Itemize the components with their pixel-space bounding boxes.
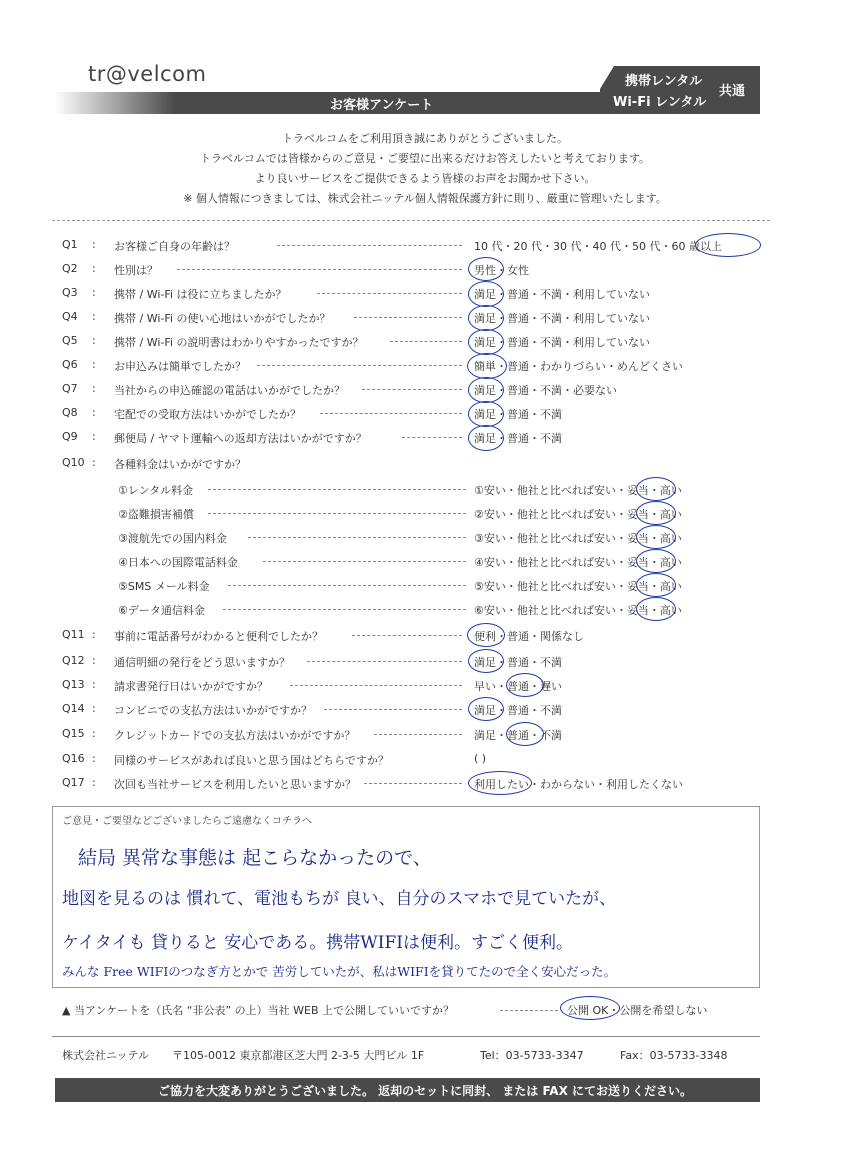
publish-options[interactable]: 公開 OK・公開を希望しない (567, 1004, 708, 1017)
question-number: Q10 (62, 456, 85, 469)
header-band-fade (55, 92, 175, 114)
selected-mark (636, 525, 676, 549)
question-row: Q3 : 携帯 / Wi-Fi は役に立ちましたか？ 満足・普通・不満・利用していない (62, 286, 772, 306)
intro-line: ※ 個人情報につきましては、株式会社ニッテル個人情報保護方針に則り、厳重に管理いたします。 (183, 192, 667, 205)
company-address: 〒105-0012 東京都港区芝大門 2-3-5 大門ビル 1F (172, 1049, 425, 1062)
question-text: 携帯 / Wi-Fi は役に立ちましたか？ (114, 288, 287, 301)
question-number: Q7 (62, 382, 78, 395)
question-text: 携帯 / Wi-Fi の使い心地はいかがでしたか？ (114, 312, 331, 325)
question-row: Q12 : 通信明細の発行をどう思いますか？ 満足・普通・不満 (62, 654, 772, 674)
fee-row (118, 506, 718, 526)
question-number: Q16 (62, 752, 85, 765)
selected-mark (468, 649, 504, 673)
question-row: Q10 : 各種料金はいかがですか？ (62, 456, 246, 471)
comment-label: ご意見・ご要望などございましたらご遠慮なくコチラへ (62, 816, 312, 827)
selected-mark (468, 377, 504, 403)
divider (52, 220, 770, 221)
selected-mark (467, 623, 505, 647)
question-row: Q9 : 郵便局 / ヤマト運輸への返却方法はいかがですか？ 満足・普通・不満 (62, 430, 772, 450)
answer-options[interactable]: 満足・普通・不満 (474, 656, 562, 669)
question-row: Q14 : コンビニでの支払方法はいかがですか？ 満足・普通・不満 (62, 702, 772, 722)
question-text: 郵便局 / ヤマト運輸への返却方法はいかがですか？ (114, 432, 367, 445)
question-text: コンビニでの支払方法はいかがですか？ (114, 704, 312, 717)
question-number: Q5 (62, 334, 78, 347)
question-text: クレジットカードでの支払方法はいかがですか？ (114, 729, 356, 742)
question-row: Q13 : 請求書発行日はいかがですか？ 早い・普通・遅い (62, 678, 772, 698)
handwritten-line: 地図を見るのは 慣れて、電池もちが 良い、自分のスマホで見ていたが、 (62, 889, 617, 909)
question-number: Q17 (62, 776, 85, 789)
fee-label: ⑤SMS メール料金 (118, 580, 210, 593)
answer-options[interactable]: 満足・普通・不満・利用していない (474, 288, 650, 301)
answer-options[interactable]: 満足・普通・不満・利用していない (474, 336, 650, 349)
question-row: Q4 : 携帯 / Wi-Fi の使い心地はいかがでしたか？ 満足・普通・不満・利用していない (62, 310, 772, 330)
question-text: 同様のサービスがあれば良いと思う国はどちらですか？ (114, 754, 389, 767)
question-text: 請求書発行日はいかがですか？ (114, 680, 268, 693)
question-number: Q4 (62, 310, 78, 323)
answer-options[interactable]: ①安い・他社と比べれば安い・妥当・高い (474, 484, 682, 497)
answer-options[interactable]: 満足・普通・不満 (474, 408, 562, 421)
selected-mark (468, 425, 504, 451)
page-title: お客様アンケート (330, 98, 434, 113)
handwritten-line: ケイタイも 貸りると 安心である。携帯WIFIは便利。すごく便利。 (62, 933, 573, 953)
fee-label: ⑥データ通信料金 (118, 604, 205, 617)
question-number: Q12 (62, 654, 85, 667)
answer-options[interactable]: 男性・女性 (474, 264, 529, 277)
service-label-wifi: Wi-Fi レンタル (613, 95, 707, 110)
fee-row (118, 530, 718, 550)
question-row: Q16 : 同様のサービスがあれば良いと思う国はどちらですか？ ( ) (62, 752, 487, 767)
question-number: Q11 (62, 628, 85, 641)
selected-mark (636, 573, 676, 597)
selected-mark (506, 673, 544, 697)
answer-options[interactable]: 満足・普通・不満 (474, 432, 562, 445)
selected-mark (468, 697, 504, 721)
answer-options[interactable]: ③安い・他社と比べれば安い・妥当・高い (474, 532, 682, 545)
question-row: Q11 : 事前に電話番号がわかると便利でしたか？ 便利・普通・関係なし (62, 628, 772, 648)
selected-mark (695, 233, 761, 257)
answer-options[interactable]: ④安い・他社と比べれば安い・妥当・高い (474, 556, 682, 569)
question-number: Q6 (62, 358, 78, 371)
question-row: Q15 : クレジットカードでの支払方法はいかがですか？ 満足・普通・不満 (62, 727, 772, 747)
answer-options[interactable]: 10 代・20 代・30 代・40 代・50 代・60 歳以上 (474, 240, 722, 253)
question-row: Q6 : お申込みは簡単でしたか？ 簡単・普通・わかりづらい・めんどくさい (62, 358, 772, 378)
handwritten-line: みんな Free WIFIのつなぎ方とかで 苦労していたが、私はWIFIを貸りてたので全く安心だった。 (62, 964, 617, 979)
selected-mark (468, 305, 504, 331)
fee-row (118, 482, 718, 502)
answer-options[interactable]: ⑤安い・他社と比べれば安い・妥当・高い (474, 580, 682, 593)
selected-mark (636, 477, 676, 501)
intro-line: トラベルコムをご利用頂き誠にありがとうございました。 (282, 132, 568, 145)
question-text: 次回も当社サービスを利用したいと思いますか？ (114, 778, 356, 791)
selected-mark (467, 353, 507, 379)
answer-options[interactable]: ⑥安い・他社と比べれば安い・妥当・高い (474, 604, 682, 617)
question-number: Q8 (62, 406, 78, 419)
question-row: Q7 : 当社からの申込確認の電話はいかがでしたか？ 満足・普通・不満・必要ない (62, 382, 772, 402)
answer-options[interactable]: 早い・普通・遅い (474, 680, 562, 693)
selected-mark (468, 281, 504, 307)
fee-row (118, 602, 718, 622)
service-label-common: 共通 (719, 84, 746, 99)
question-text: 各種料金はいかがですか？ (114, 458, 246, 471)
question-text: 性別は？ (114, 264, 158, 277)
selected-mark (468, 401, 504, 427)
logo: tr@velcom (88, 62, 207, 86)
question-text: 通信明細の発行をどう思いますか？ (114, 656, 290, 669)
answer-options[interactable]: 満足・普通・不満・利用していない (474, 312, 650, 325)
company-fax: Fax：03-5733-3348 (620, 1049, 728, 1062)
divider (52, 1036, 760, 1037)
question-number: Q13 (62, 678, 85, 691)
selected-mark (560, 996, 620, 1020)
handwritten-line: 結局 異常な事態は 起こらなかったので、 (78, 847, 432, 869)
answer-options[interactable]: 満足・普通・不満 (474, 729, 562, 742)
question-number: Q2 (62, 262, 78, 275)
selected-mark (468, 329, 504, 355)
fee-label: ③渡航先での国内料金 (118, 532, 227, 545)
publish-question: ▲ 当アンケートを（氏名 “非公表” の上）当社 WEB 上で公開していいですか？ (62, 1004, 455, 1017)
company-tel: Tel：03-5733-3347 (480, 1049, 584, 1062)
fee-label: ④日本への国際電話料金 (118, 556, 238, 569)
selected-mark (636, 549, 676, 573)
question-row: Q5 : 携帯 / Wi-Fi の説明書はわかりやすかったですか？ 満足・普通・不満・利用していない (62, 334, 772, 354)
question-text: 事前に電話番号がわかると便利でしたか？ (114, 630, 323, 643)
question-number: Q1 (62, 238, 78, 251)
question-number: Q9 (62, 430, 78, 443)
country-answer[interactable]: ( ) (474, 752, 487, 765)
intro-line: トラベルコムでは皆様からのご意見・ご要望に出来るだけお答えしたいと考えております。 (199, 152, 651, 165)
selected-mark (636, 501, 676, 525)
question-number: Q14 (62, 702, 85, 715)
selected-mark (468, 771, 532, 795)
question-row: Q2 : 性別は？ 男性・女性 (62, 262, 772, 282)
service-label-phone: 携帯レンタル (625, 74, 703, 89)
fee-label: ①レンタル料金 (118, 484, 194, 497)
leader-line (500, 1010, 558, 1011)
question-text: 当社からの申込確認の電話はいかがでしたか？ (114, 384, 345, 397)
question-text: お申込みは簡単でしたか？ (114, 360, 246, 373)
question-row: Q8 : 宅配での受取方法はいかがでしたか？ 満足・普通・不満 (62, 406, 772, 426)
question-number: Q3 (62, 286, 78, 299)
answer-options[interactable]: 利用したい・わからない・利用したくない (474, 778, 683, 791)
intro-line: より良いサービスをご提供できるよう皆様のお声をお聞かせ下さい。 (254, 172, 596, 185)
answer-options[interactable]: 満足・普通・不満 (474, 704, 562, 717)
fee-row (118, 578, 718, 598)
company-name: 株式会社ニッテル (62, 1049, 150, 1062)
selected-mark (506, 722, 544, 746)
question-row: Q1 : お客様ご自身の年齢は？ 10 代・20 代・30 代・40 代・50 代・60 歳以上 (62, 238, 772, 258)
answer-options[interactable]: ②安い・他社と比べれば安い・妥当・高い (474, 508, 682, 521)
selected-mark (468, 257, 504, 281)
answer-options[interactable]: 便利・普通・関係なし (474, 630, 584, 643)
fee-label: ②盗難損害補償 (118, 508, 194, 521)
answer-options[interactable]: 満足・普通・不満・必要ない (474, 384, 617, 397)
selected-mark (636, 597, 676, 621)
question-text: 宅配での受取方法はいかがでしたか？ (114, 408, 301, 421)
answer-options[interactable]: 簡単・普通・わかりづらい・めんどくさい (474, 360, 683, 373)
fee-row (118, 554, 718, 574)
question-text: お客様ご自身の年齢は？ (114, 240, 235, 253)
footer-thanks: ご協力を大変ありがとうございました。 返却のセットに同封、 または FAX にてお送りください。 (157, 1084, 693, 1098)
question-text: 携帯 / Wi-Fi の説明書はわかりやすかったですか？ (114, 336, 364, 349)
question-number: Q15 (62, 727, 85, 740)
question-row: Q17 : 次回も当社サービスを利用したいと思いますか？ 利用したい・わからない・利用したくない (62, 776, 772, 796)
